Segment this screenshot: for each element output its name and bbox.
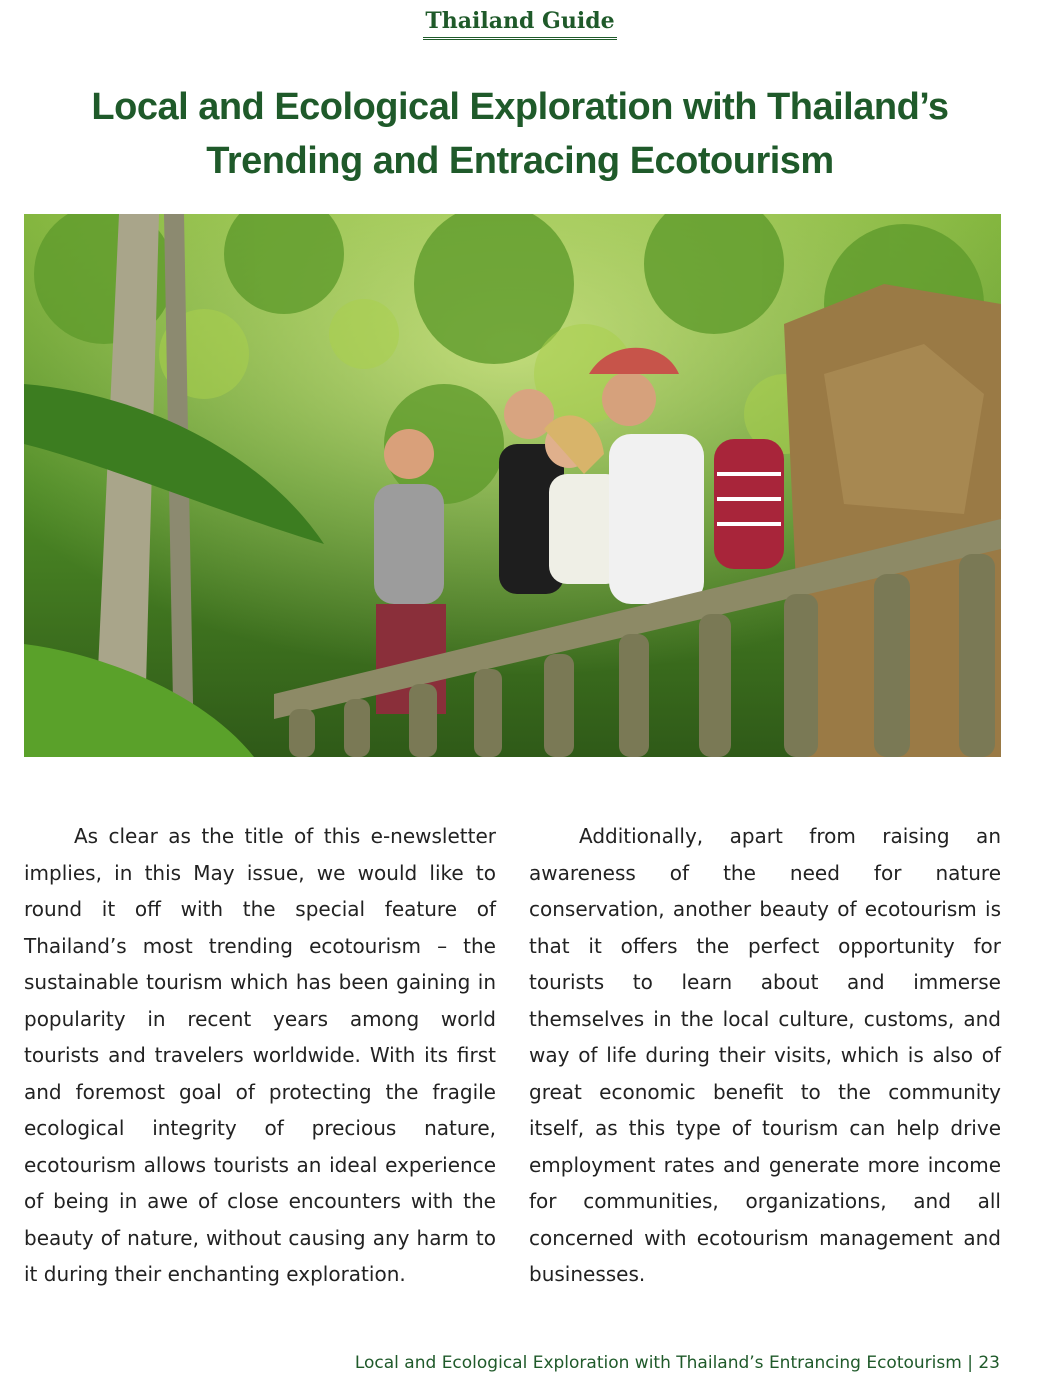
- page-title-line-1: Local and Ecological Exploration with Thailand’s: [91, 86, 949, 128]
- body-paragraph-right: Additionally, apart from raising an awareness of the need for nature conservation, another beauty of ecotourism is that it offers the perfect opportunity for tourists to learn about and immerse themselves in the local culture, customs, and way of life during their visits, which is also of great economic benefit to the community itself, as this type of tourism can help drive employment rates and generate more income for communities, organizations, and all concerned with ecotourism management and businesses.: [529, 824, 1001, 1286]
- hero-photo-tourists-in-jungle: [24, 214, 1001, 757]
- body-paragraph-left: As clear as the title of this e-newsletter implies, in this May issue, we would like to round it off with the special feature of Thailand’s most trending ecotourism – the sustainable tourism which has been gaining in popularity in recent years among world tourists and travelers worldwide. With its first and foremost goal of protecting the fragile ecological integrity of precious nature, ecotourism allows tourists an ideal experience of being in awe of close encounters with the beauty of nature, without causing any harm to it during their enchanting exploration.: [24, 824, 496, 1286]
- page-footer: [355, 1353, 1000, 1373]
- footer-separator: |: [967, 1353, 973, 1373]
- hero-photo-illustration: [24, 214, 1001, 757]
- page-title: [60, 80, 980, 188]
- footer-running-title: Local and Ecological Exploration with Thailand’s Entrancing Ecotourism: [354, 1353, 962, 1373]
- section-label: [0, 8, 1040, 40]
- footer-page-number: 23: [978, 1353, 1000, 1373]
- section-label-text: Thailand Guide: [423, 8, 616, 40]
- page-title-line-2: Trending and Entracing Ecotourism: [206, 140, 834, 182]
